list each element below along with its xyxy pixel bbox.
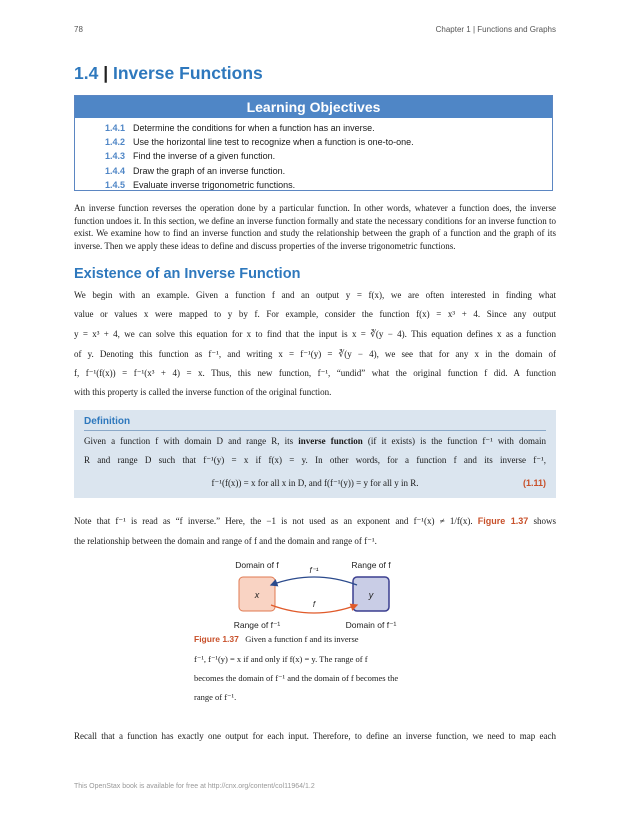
body-line: f, f⁻¹(f(x)) = f⁻¹(x³ + 4) = x. Thus, this new function, f⁻¹, “undid” what the original function f did. A function bbox=[74, 368, 556, 378]
chapter-header: Chapter 1 | Functions and Graphs bbox=[435, 25, 556, 34]
objective-text: Find the inverse of a given function. bbox=[133, 151, 276, 162]
caption-line: f⁻¹, f⁻¹(y) = x if and only if f(x) = y. The range of f bbox=[194, 654, 368, 664]
objective-item bbox=[105, 121, 552, 135]
definition-equation: f⁻¹(f(x)) = x for all x in D, and f(f⁻¹(y)) = y for all y in R. bbox=[211, 478, 419, 488]
section-name: Inverse Functions bbox=[112, 63, 263, 83]
body-line: We begin with an example. Given a function f and an output y = f(x), we are often interested in finding what bbox=[74, 290, 556, 300]
inverse-arrow-label: f⁻¹ bbox=[309, 566, 319, 575]
definition-line bbox=[84, 436, 546, 447]
body-line: y = x³ + 4, we can solve this equation for x to find that the input is x = ∛(y − 4). This equation defines x as a function bbox=[74, 329, 556, 339]
figure-caption-label: Figure 1.37 bbox=[194, 634, 239, 644]
body-line: value or values x were mapped to y by f. For example, consider the function f(x) = x³ + 4. Since any output bbox=[74, 309, 556, 319]
objective-text: Use the horizontal line test to recognize when a function is one-to-one. bbox=[133, 137, 414, 148]
intro-paragraph bbox=[74, 202, 556, 252]
y-label: y bbox=[368, 590, 374, 600]
definition-text: Given a function f with domain D and range R, its bbox=[84, 436, 299, 446]
objective-item bbox=[105, 149, 552, 163]
caption-line: range of f⁻¹. bbox=[194, 692, 237, 702]
figure-reference: Figure 1.37 bbox=[477, 516, 529, 526]
function-arrow-label: f bbox=[312, 600, 316, 609]
closing-line: Recall that a function has exactly one output for each input. Therefore, to define an inverse function, we need to map each bbox=[74, 731, 556, 741]
section-number: 1.4 bbox=[74, 63, 99, 83]
definition-box bbox=[74, 410, 556, 498]
domain-finv-label: Domain of f⁻¹ bbox=[345, 620, 397, 630]
definition-title: Definition bbox=[84, 416, 131, 427]
range-f-label: Range of f bbox=[351, 560, 391, 570]
learning-objectives-list bbox=[75, 118, 552, 192]
objective-number: 1.4.4 bbox=[105, 165, 126, 176]
definition-text: (if it exists) is the function f⁻¹ with domain bbox=[362, 436, 546, 446]
section-separator: | bbox=[103, 63, 109, 83]
definition-divider bbox=[84, 430, 546, 431]
learning-objectives-title: Learning Objectives bbox=[75, 96, 552, 118]
objective-number: 1.4.1 bbox=[105, 123, 126, 133]
subsection-title: Existence of an Inverse Function bbox=[74, 266, 301, 282]
section-title bbox=[74, 63, 263, 84]
footer-note: This OpenStax book is available for free at http://cnx.org/content/col11964/1.2 bbox=[74, 783, 315, 790]
caption-line: becomes the domain of f⁻¹ and the domain of f becomes the bbox=[194, 673, 399, 683]
objective-text: Determine the conditions for when a function has an inverse. bbox=[133, 123, 375, 133]
inverse-arrow bbox=[271, 577, 357, 585]
objective-text: Draw the graph of an inverse function. bbox=[133, 165, 286, 176]
caption-text: Given a function f and its inverse bbox=[245, 634, 359, 644]
definition-line: R and range D such that f⁻¹(y) = x if f(x) = y. In other words, for a function f and its inverse f⁻¹, bbox=[84, 455, 546, 465]
page-number: 78 bbox=[74, 25, 83, 34]
note-line bbox=[74, 516, 556, 527]
inverse-function-diagram bbox=[225, 555, 405, 633]
range-finv-label: Range of f⁻¹ bbox=[233, 620, 281, 630]
objective-number: 1.4.3 bbox=[105, 151, 126, 162]
objective-item bbox=[105, 135, 552, 149]
equation-number: (1.11) bbox=[522, 478, 546, 488]
objective-text: Evaluate inverse trigonometric functions. bbox=[133, 179, 296, 190]
body-line: with this property is called the inverse function of the original function. bbox=[74, 387, 332, 397]
objective-number: 1.4.5 bbox=[105, 179, 126, 190]
figure-caption bbox=[194, 634, 359, 644]
objective-item bbox=[105, 164, 552, 178]
intro-text: An inverse function reverses the operation done by a particular function. In other words, whatever a function does, the inverse function undoes it. In this section, we define an inverse function formally and state the necessary conditions for an inverse function to exist. We examine how to find an inverse function and study the relationship between the graph of a function and the graph of its inverse. Then we apply these ideas to define and discuss properties of the inverse trigonometric functions. bbox=[74, 203, 556, 251]
learning-objectives-box bbox=[74, 95, 553, 191]
note-line: the relationship between the domain and range of f and the domain and range of f⁻¹. bbox=[74, 536, 377, 546]
x-label: x bbox=[254, 590, 260, 600]
definition-term: inverse function bbox=[298, 436, 363, 446]
note-text: shows bbox=[528, 516, 556, 526]
body-line: of y. Denoting this function as f⁻¹, and writing x = f⁻¹(y) = ∛(y − 4), we see that for any x in the domain of bbox=[74, 349, 556, 359]
objective-number: 1.4.2 bbox=[105, 137, 126, 148]
domain-f-label: Domain of f bbox=[235, 560, 279, 570]
objective-item bbox=[105, 178, 552, 192]
note-text: Note that f⁻¹ is read as “f inverse.” Here, the −1 is not used as an exponent and f⁻¹(x) ≠ 1/f(x). bbox=[74, 516, 478, 526]
